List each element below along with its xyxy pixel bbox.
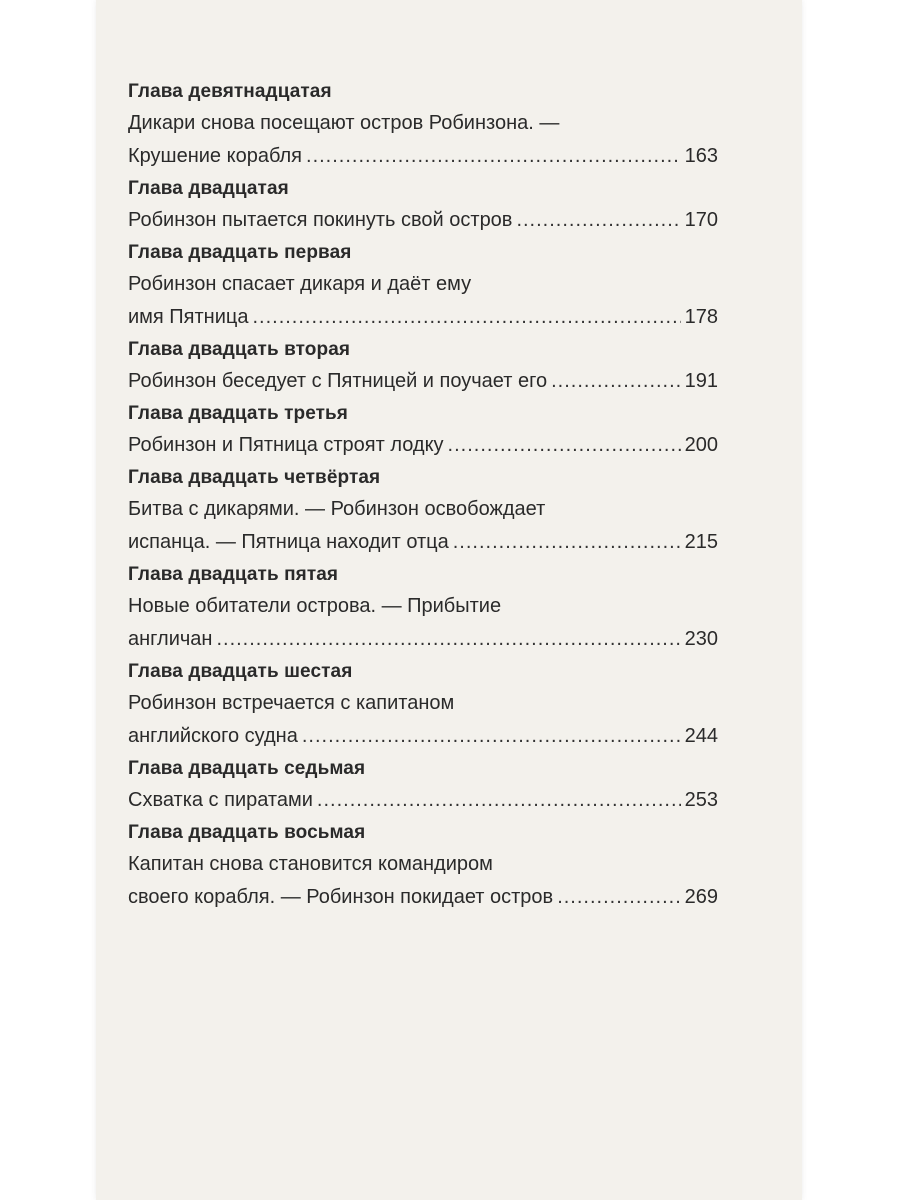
- chapter-title: Глава двадцать пятая: [128, 564, 339, 585]
- page-number: 163: [684, 145, 718, 167]
- dot-leader: [317, 784, 681, 817]
- chapter-title: Глава двадцать четвёртая: [128, 467, 381, 488]
- chapter-description-last-line: Крушение корабля: [128, 145, 303, 167]
- dot-leader: [551, 365, 681, 398]
- page-number: 170: [684, 209, 718, 231]
- chapter-description-line: Робинзон спасает дикаря и даёт ему: [128, 273, 472, 295]
- chapter-description-last-line: имя Пятница: [128, 306, 249, 328]
- toc-chapter: [128, 238, 718, 334]
- chapter-entry: [128, 784, 718, 817]
- dot-leader: [453, 526, 681, 559]
- toc-chapter: [128, 818, 718, 914]
- toc-chapter: [128, 77, 718, 173]
- chapter-title: Глава двадцать первая: [128, 242, 352, 263]
- chapter-description-last-line: испанца. — Пятница находит отца: [128, 531, 449, 553]
- chapter-title: Глава двадцать восьмая: [128, 822, 366, 843]
- dot-leader: [516, 204, 680, 237]
- chapter-entry: [128, 881, 718, 914]
- toc-chapter: [128, 754, 718, 817]
- chapter-description-last-line: Робинзон и Пятница строят лодку: [128, 434, 444, 456]
- dot-leader: [557, 881, 680, 914]
- chapter-title: Глава двадцать шестая: [128, 661, 353, 682]
- page-number: 200: [684, 434, 718, 456]
- dot-leader: [302, 720, 681, 753]
- dot-leader: [216, 623, 680, 656]
- chapter-description-line: Робинзон встречается с капитаном: [128, 692, 455, 714]
- chapter-title: Глава девятнадцатая: [128, 81, 332, 102]
- toc-chapter: [128, 335, 718, 398]
- toc-chapter: [128, 657, 718, 753]
- chapter-title: Глава двадцать третья: [128, 403, 348, 424]
- chapter-description-last-line: английского судна: [128, 725, 298, 747]
- chapter-entry: [128, 365, 718, 398]
- page-number: 191: [684, 370, 718, 392]
- dot-leader: [306, 140, 681, 173]
- page-number: 178: [684, 306, 718, 328]
- dot-leader: [252, 301, 680, 334]
- toc-chapter: [128, 174, 718, 237]
- page-number: 244: [684, 725, 718, 747]
- chapter-description-last-line: англичан: [128, 628, 213, 650]
- chapter-description-line: Дикари снова посещают остров Робинзона. —: [128, 112, 560, 134]
- chapter-entry: [128, 720, 718, 753]
- chapter-description-last-line: Схватка с пиратами: [128, 789, 313, 811]
- page-number: 253: [684, 789, 718, 811]
- page-number: 230: [684, 628, 718, 650]
- chapter-description-last-line: Робинзон беседует с Пятницей и поучает его: [128, 370, 548, 392]
- chapter-entry: [128, 301, 718, 334]
- toc-chapter: [128, 560, 718, 656]
- toc-chapter: [128, 463, 718, 559]
- chapter-description-last-line: своего корабля. — Робинзон покидает остров: [128, 886, 554, 908]
- toc-chapter: [128, 399, 718, 462]
- chapter-description-last-line: Робинзон пытается покинуть свой остров: [128, 209, 513, 231]
- chapter-title: Глава двадцать вторая: [128, 339, 351, 360]
- chapter-description-line: Новые обитатели острова. — Прибытие: [128, 595, 502, 617]
- chapter-entry: [128, 526, 718, 559]
- page-number: 215: [684, 531, 718, 553]
- chapter-entry: [128, 140, 718, 173]
- chapter-title: Глава двадцатая: [128, 178, 289, 199]
- chapter-entry: [128, 623, 718, 656]
- chapter-entry: [128, 429, 718, 462]
- table-of-contents: [128, 77, 718, 915]
- chapter-title: Глава двадцать седьмая: [128, 758, 366, 779]
- dot-leader: [448, 429, 681, 462]
- chapter-description-line: Битва с дикарями. — Робинзон освобождает: [128, 498, 546, 520]
- chapter-description-line: Капитан снова становится командиром: [128, 853, 493, 875]
- page-number: 269: [684, 886, 718, 908]
- chapter-entry: [128, 204, 718, 237]
